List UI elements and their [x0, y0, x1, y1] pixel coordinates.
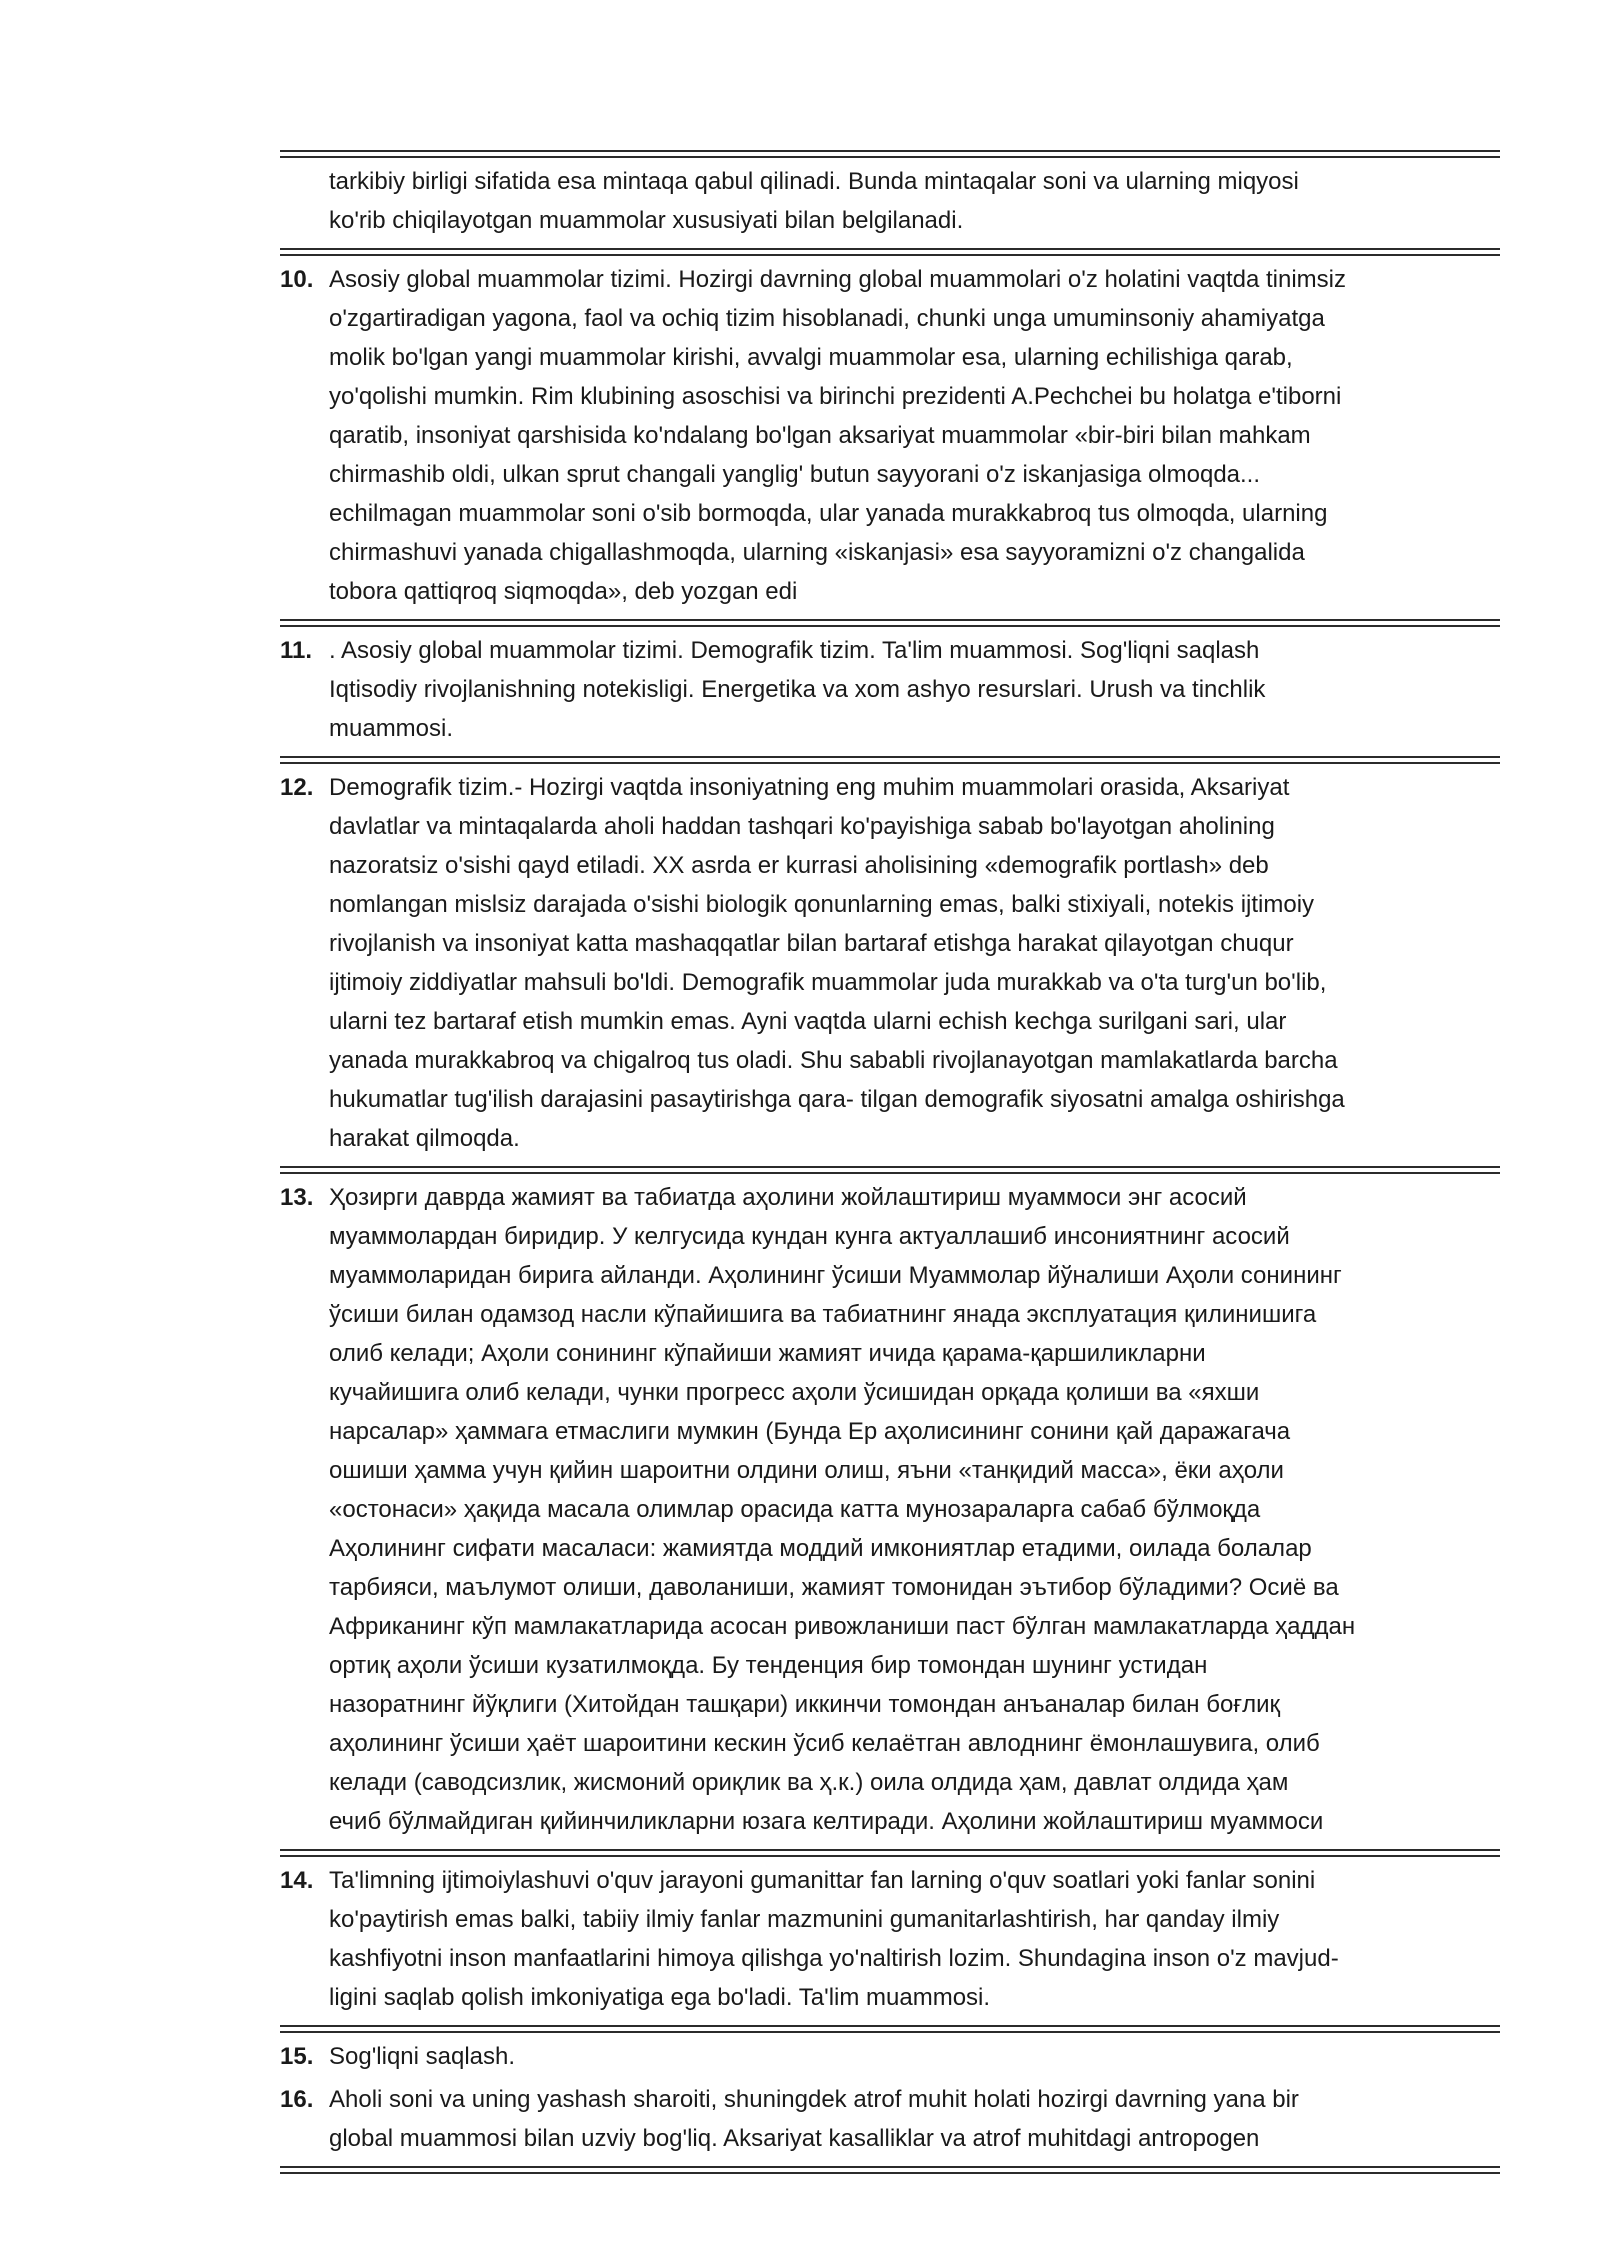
item-number: 13. [280, 1184, 314, 1211]
item-text: . Asosiy global muammolar tizimi. Demografik tizim. Ta'lim muammosi. Sog'liqni saqlash Iqtisodiy rivojlanishning notekisligi. Energetika va xom ashyo resurslari. Urush va tinchlik muammosi. [329, 637, 1266, 742]
double-rule-divider [280, 2166, 1500, 2174]
item-text: Sog'liqni saqlash. [329, 2043, 516, 2070]
item-number: 10. [280, 266, 314, 293]
list-item [280, 1857, 1500, 2025]
item-text: Ta'limning ijtimoiylashuvi o'quv jarayoni gumanittar fan larning o'quv soatlari yoki fanlar sonini ko'paytirish emas balki, tabiiy ilmiy fanlar mazmunini gumanitarlashtirish, har qanday ilmiy kashfiyotni inson manfaatlarini himoya qilishga yo'naltirish lozim. Shundagina inson o'z mavjud- ligini saqlab qolish imkoniyatiga ega bo'ladi. Ta'lim muammosi. [329, 1867, 1339, 2011]
list-item [280, 256, 1500, 619]
list-item [280, 764, 1500, 1166]
item-number: 12. [280, 774, 314, 801]
double-rule-divider [280, 1166, 1500, 1174]
item-number: 16. [280, 2086, 314, 2113]
list-item [280, 1174, 1500, 1849]
item-number: 15. [280, 2043, 314, 2070]
double-rule-divider [280, 150, 1500, 158]
double-rule-divider [280, 756, 1500, 764]
item-text: Asosiy global muammolar tizimi. Hozirgi davrning global muammolari o'z holatini vaqtda tinimsiz o'zgartiradigan yagona, faol va ochiq tizim hisoblanadi, chunki unga umuminsoniy ahamiyatga molik bo'lgan yangi muammolar kirishi, avvalgi muammolar esa, ularning echilishiga qarab, yo'qolishi mumkin. Rim klubining asoschisi va birinchi prezidenti A.Pechchei bu holatga e'tiborni qaratib, insoniyat qarshisida ko'ndalang bo'lgan aksariyat muammolar «bir-biri bilan mahkam chirmashib oldi, ulkan sprut changali yanglig' butun sayyorani o'z iskanjasiga olmoqda... echilmagan muammolar soni o'sib bormoqda, ular yanada murakkabroq tus olmoqda, ularning chirmashuvi yanada chigallashmoqda, ularning «iskanjasi» esa sayyoramizni o'z changalida tobora qattiqroq siqmoqda», deb yozgan edi [329, 266, 1346, 605]
item-text: Aholi soni va uning yashash sharoiti, shuningdek atrof muhit holati hozirgi davrning yana bir global muammosi bilan uzviy bog'liq. Aksariyat kasalliklar va atrof muhitdagi antropogen [329, 2086, 1299, 2152]
item-text: Demografik tizim.- Hozirgi vaqtda insoniyatning eng muhim muammolari orasida, Aksariyat davlatlar va mintaqalarda aholi haddan tashqari ko'payishiga sabab bo'layotgan aholining nazoratsiz o'sishi qayd etiladi. XX asrda er kurrasi aholisining «demografik portlash» deb nomlangan mislsiz darajada o'sishi biologik qonunlarning emas, balki stixiyali, notekis ijtimoiy rivojlanish va insoniyat katta mashaqqatlar bilan bartaraf etishga harakat qilayotgan chuqur ijtimoiy ziddiyatlar mahsuli bo'ldi. Demografik muammolar juda murakkab va o'ta turg'un bo'lib, ularni tez bartaraf etish mumkin emas. Ayni vaqtda ularni echish kechga surilgani sari, ular yanada murakkabroq va chigalroq tus oladi. Shu sababli rivojlanayotgan mamlakatlarda barcha hukumatlar tug'ilish darajasini pasaytirishga qara- tilgan demografik siyosatni amalga oshirishga harakat qilmoqda. [329, 774, 1345, 1152]
double-rule-divider [280, 248, 1500, 256]
item-number: 11. [280, 637, 313, 664]
item-number: 14. [280, 1867, 314, 1894]
document-page [280, 150, 1500, 2174]
double-rule-divider [280, 619, 1500, 627]
item-text: tarkibiy birligi sifatida esa mintaqa qabul qilinadi. Bunda mintaqalar soni va ularning miqyosi ko'rib chiqilayotgan muammolar xususiyati bilan belgilanadi. [329, 168, 1299, 234]
list-item [280, 627, 1500, 756]
list-item [280, 2076, 1500, 2166]
item-text: Ҳозирги даврда жамият ва табиатда аҳолини жойлаштириш муаммоси энг асосий муаммолардан биридир. У келгусида кундан кунга актуаллашиб инсониятнинг асосий муаммоларидан бирига айланди. Аҳолининг ўсиши Муаммолар йўналиши Аҳоли сонининг ўсиши билан одамзод насли кўпайишига ва табиатнинг янада эксплуатация қилинишига олиб келади; Аҳоли сонининг кўпайиши жамият ичида қарама-қаршиликларни кучайишига олиб келади, чунки прогресс аҳоли ўсишидан орқада қолиши ва «яхши нарсалар» ҳаммага етмаслиги мумкин (Бунда Ер аҳолисининг сонини қай даражагача ошиши ҳамма учун қийин шароитни олдини олиш, яъни «танқидий масса», ёки аҳоли «остонаси» ҳақида масала олимлар орасида катта мунозараларга сабаб бўлмоқда Аҳолининг сифати масаласи: жамиятда моддий имкониятлар етадими, оилада болалар тарбияси, маълумот олиши, даволаниши, жамият томонидан эътибор бўладими? Осиё ва Африканинг кўп мамлакатларида асосан ривожланиши паст бўлган мамлакатларда ҳаддан ортиқ аҳоли ўсиши кузатилмоқда. Бу тенденция бир томондан шунинг устидан назоратнинг йўқлиги (Хитойдан ташқари) иккинчи томондан анъаналар билан боғлиқ аҳолининг ўсиши ҳаёт шароитини кескин ўсиб келаётган авлоднинг ёмонлашувига, олиб келади (саводсизлик, жисмоний ориқлик ва ҳ.к.) оила олдида ҳам, давлат олдида ҳам ечиб бўлмайдиган қийинчиликларни юзага келтиради. Аҳолини жойлаштириш муаммоси [329, 1184, 1356, 1835]
double-rule-divider [280, 2025, 1500, 2033]
list-item [280, 158, 1500, 248]
list-item [280, 2033, 1500, 2076]
double-rule-divider [280, 1849, 1500, 1857]
